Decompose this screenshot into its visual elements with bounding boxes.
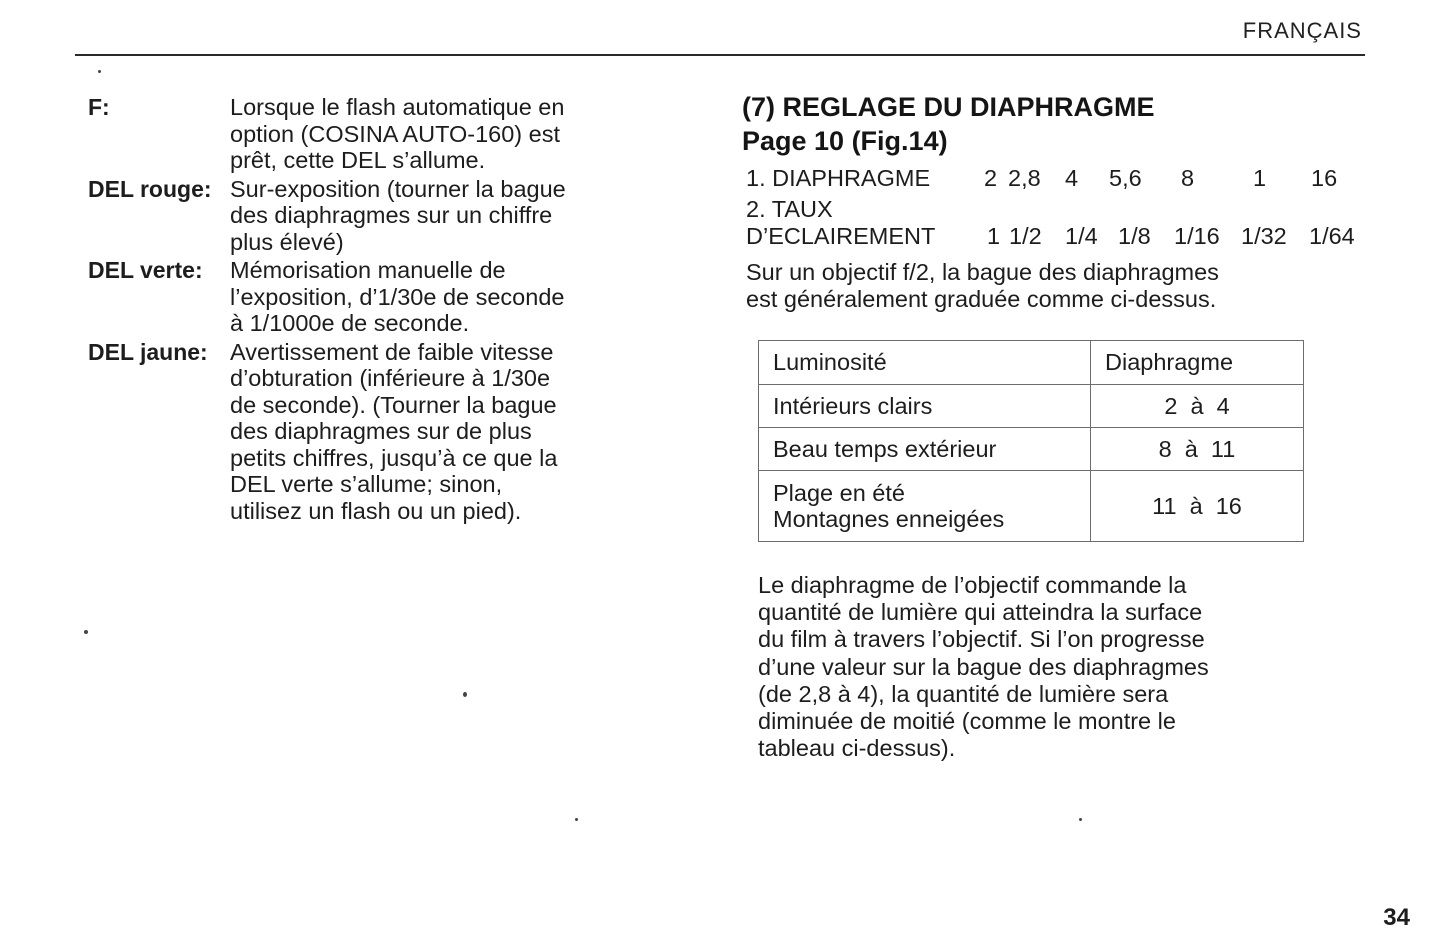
aperture-value: 1: [1253, 165, 1267, 191]
light-rate-row: [746, 223, 1355, 250]
luminosity-table: [758, 340, 1304, 542]
paragraph-line: d’une valeur sur la bague des diaphragmes: [758, 653, 1209, 680]
light-rate-value: 1/64: [1309, 223, 1355, 249]
description-line: d’obturation (inférieure à 1/30e: [230, 365, 551, 391]
aperture-value: 5,6: [1109, 165, 1142, 191]
description-line: DEL verte s’allume; sinon,: [230, 471, 503, 497]
scan-speck: [575, 818, 578, 821]
definition-term: DEL jaune:: [88, 338, 208, 365]
description-line: l’exposition, d’1/30e de seconde: [230, 283, 565, 310]
cell-line: Beau temps extérieur: [773, 435, 997, 462]
table-cell: [759, 428, 1091, 471]
table-cell: 8 à 11: [1091, 428, 1304, 471]
table-cell: [759, 385, 1091, 428]
paragraph-line: Sur un objectif f/2, la bague des diaphragmes: [746, 259, 1219, 285]
definition-description: [230, 337, 678, 525]
paragraph-line: est généralement graduée comme ci-dessus.: [746, 285, 1217, 312]
definition-item: [88, 174, 678, 256]
light-rate-label: 2. TAUX: [746, 196, 833, 222]
led-definitions: [88, 92, 678, 524]
description-line: Avertissement de faible vitesse: [230, 338, 554, 365]
aperture-value: 8: [1181, 165, 1195, 191]
table-row: [759, 385, 1304, 428]
scan-speck: [98, 70, 101, 73]
light-rate-value: 1/8: [1118, 223, 1151, 249]
light-rate-value: 1/16: [1174, 223, 1220, 249]
table-header-row: [759, 341, 1304, 385]
paragraph-line: Le diaphragme de l’objectif commande la: [758, 572, 1187, 598]
definition-item: [88, 92, 678, 174]
description-line: des diaphragmes sur de plus: [230, 418, 532, 444]
scan-speck: [463, 692, 467, 697]
description-line: option (COSINA AUTO-160) est: [230, 120, 561, 147]
section-title: (7) REGLAGE DU DIAPHRAGME: [742, 92, 1155, 122]
cell-line: Intérieurs clairs: [773, 392, 933, 419]
paragraph-line: (de 2,8 à 4), la quantité de lumière sera: [758, 680, 1169, 707]
aperture-value: 16: [1311, 165, 1338, 191]
cell-line: Montagnes enneigées: [773, 506, 1005, 532]
definition-term: DEL verte:: [88, 257, 203, 283]
description-line: à 1/1000e de seconde.: [230, 310, 470, 336]
table-row: [759, 471, 1304, 542]
description-line: prêt, cette DEL s’allume.: [230, 147, 486, 173]
table-header-cell: Luminosité: [759, 341, 1091, 385]
scan-speck: [1079, 818, 1082, 821]
paragraph-line: tableau ci-dessus).: [758, 735, 956, 762]
paragraph-line: du film à travers l’objectif. Si l’on progresse: [758, 626, 1205, 653]
description-line: plus élevé): [230, 228, 344, 255]
definition-term: F:: [88, 94, 110, 120]
description-line: Lorsque le flash automatique en: [230, 94, 565, 120]
definition-description: [230, 255, 678, 337]
cell-line: Plage en été: [773, 480, 905, 506]
description-line: utilisez un flash ou un pied).: [230, 497, 522, 524]
page-number: 34: [1383, 904, 1410, 931]
description-line: de seconde). (Tourner la bague: [230, 391, 557, 418]
header-rule: [75, 54, 1365, 56]
aperture-row: [746, 165, 1337, 192]
aperture-label: 1. DIAPHRAGME: [746, 165, 931, 191]
description-line: Mémorisation manuelle de: [230, 257, 506, 283]
intro-paragraph: [746, 259, 1366, 312]
scan-speck: [84, 630, 88, 634]
definition-description: [230, 92, 678, 174]
aperture-value: 2,8: [1008, 165, 1041, 191]
light-rate-value: 1/4: [1065, 223, 1098, 249]
light-rate-value: 1/32: [1241, 223, 1287, 249]
aperture-value: 4: [1065, 165, 1079, 191]
light-rate-value: 1/2: [1009, 223, 1042, 249]
table-cell: [759, 471, 1091, 542]
table-row: [759, 428, 1304, 471]
light-rate-value: 1: [987, 223, 1001, 249]
table-cell: 2 à 4: [1091, 385, 1304, 428]
definition-term: DEL rouge:: [88, 175, 212, 202]
section-subtitle: Page 10 (Fig.14): [742, 126, 948, 156]
table-header-cell: Diaphragme: [1091, 341, 1304, 385]
table-cell: 11 à 16: [1091, 471, 1304, 542]
description-line: des diaphragmes sur un chiffre: [230, 202, 553, 228]
section-heading: [742, 90, 1155, 158]
description-line: Sur-exposition (tourner la bague: [230, 175, 566, 202]
description-line: petits chiffres, jusqu’à ce que la: [230, 444, 558, 471]
paragraph-line: diminuée de moitié (comme le montre le: [758, 708, 1176, 735]
paragraph-line: quantité de lumière qui atteindra la surface: [758, 599, 1203, 626]
definition-item: [88, 337, 678, 525]
definition-description: [230, 174, 678, 256]
light-rate-label: D’ECLAIREMENT: [746, 223, 936, 249]
body-paragraph: [758, 572, 1338, 762]
definition-item: [88, 255, 678, 337]
aperture-value: 2: [984, 165, 998, 191]
header-language: FRANÇAIS: [1242, 18, 1362, 43]
